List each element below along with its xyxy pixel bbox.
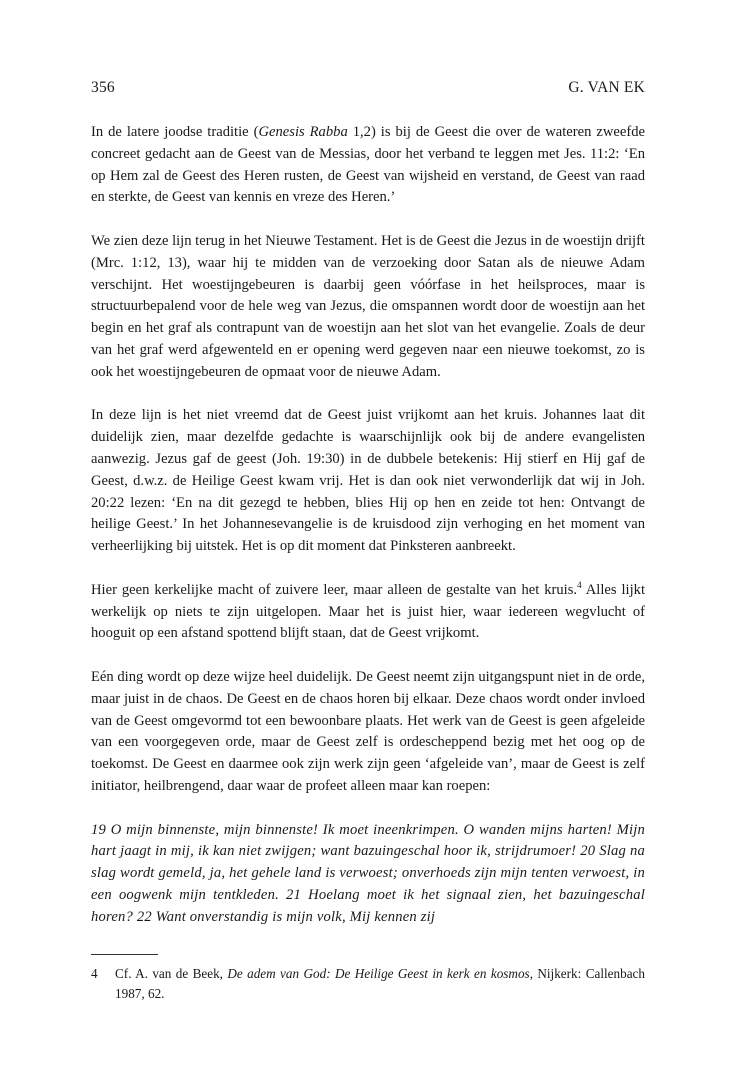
paragraph-4: Hier geen kerkelijke macht of zuivere leer, maar alleen de gestalte van het kruis.$^4$ Alles lijkt werkelijk op niets te zijn uitgelopen. Maar het is juist hier, waar iedereen wegvlucht of hooguit op een afstand spottend blijft staan, dat de Geest vrijkomt. <box>91 579 646 642</box>
footnote-number: 4 <box>91 966 98 981</box>
footnote-text: Cf. A. van de Beek, De adem van God: De Heilige Geest in kerk en kosmos, Nijkerk: Callenbach 1987, 62. <box>115 966 646 1001</box>
paragraph-3: In deze lijn is het niet vreemd dat de Geest juist vrijkomt aan het kruis. Johannes laat dit duidelijk zien, maar dezelfde gedachte is waarschijnlijk ook bij de andere evangelisten aanwezig. Jezus gaf de geest (Joh. 19:30) in de dubbele betekenis: Hij stierf en Hij gaf de Geest, d.w.z. de Heilige Geest kwam vrij. Het is dan ook niet verwonderlijk dat wij in Joh. 20:22 lezen: ‘En na dit gezegd te hebben, blies Hij op hen en zeide tot hen: Ontvangt de heilige Geest.’ In het Johannesevangelie is de kruisdood zijn verhoging en het moment van verheerlijking bij uitstek. Het is op dit moment dat Pinksteren aanbreekt. <box>91 407 645 555</box>
footnote <box>91 964 645 1004</box>
block-quote: 19 O mijn binnenste, mijn binnenste! Ik moet ineenkrimpen. O wanden mijns harten! Mijn hart jaagt in mij, ik kan niet zwijgen; want bazuingeschal hoor ik, strijdrumoer! 20 Slag na slag wordt gemeld, ja, het gehele land is verwoest; onverhoeds zijn mijn tenten verwoest, in een oogwenk mijn tentkleden. 21 Hoelang moet ik het signaal zien, het bazuingeschal horen? 22 Want onverstandig is mijn volk, Mij kennen zij <box>91 821 645 925</box>
footnote-reference[interactable]: 4 <box>577 579 582 590</box>
paragraph-2: We zien deze lijn terug in het Nieuwe Testament. Het is de Geest die Jezus in de woestijn drijft (Mrc. 1:12, 13), waar hij te midden van de verzoeking door Satan als de nieuwe Adam verschijnt. Het woestijngebeuren is daarbij geen vóórfase in het heilsproces, maar is structuurbepalend voor de hele weg van Jezus, die omspannen wordt door de woestijn aan het begin en het graf als contrapunt van de woestijn aan het slot van het evangelie. Zoals de deur van het graf werd afgewenteld en er opening werd gegeven naar een nieuwe toekomst, zo is ook het woestijngebeuren de opmaat voor de nieuwe Adam. <box>91 232 645 380</box>
page-header <box>91 79 645 97</box>
page-number: 356 <box>91 79 115 96</box>
body-text <box>91 122 645 950</box>
cited-work-title: Genesis Rabba <box>258 124 348 140</box>
footnote-book-title: De adem van God: De Heilige Geest in kerk en kosmos <box>227 966 530 981</box>
footnote-divider <box>91 954 158 955</box>
paragraph-1: In de latere joodse traditie (Genesis Rabba 1,2) is bij de Geest die over de wateren zweefde concreet gedacht aan de Geest van de Messias, door het verband te leggen met Jes. 11:2: ‘En op Hem zal de Geest des Heren rusten, de Geest van wijsheid en verstand, de Geest van raad en sterkte, de Geest van kennis en vreze des Heren.’ <box>91 124 645 206</box>
paragraph-5: Eén ding wordt op deze wijze heel duidelijk. De Geest neemt zijn uitgangspunt niet in de orde, maar juist in de chaos. De Geest en de chaos horen bij elkaar. Deze chaos wordt onder invloed van de Geest omgevormd tot een bewoonbare plaats. Het werk van de Geest is geen afgeleide van een voorgegeven orde, maar de Geest zelf is ordescheppend bezig met het oog op de toekomst. De Geest en daarmee ook zijn werk zijn geen ‘afgeleide van’, maar de Geest is zelf initiator, heilbrengend, daar waar de profeet alleen maar kan roepen: <box>91 668 645 794</box>
running-head: G. VAN EK <box>568 79 645 96</box>
